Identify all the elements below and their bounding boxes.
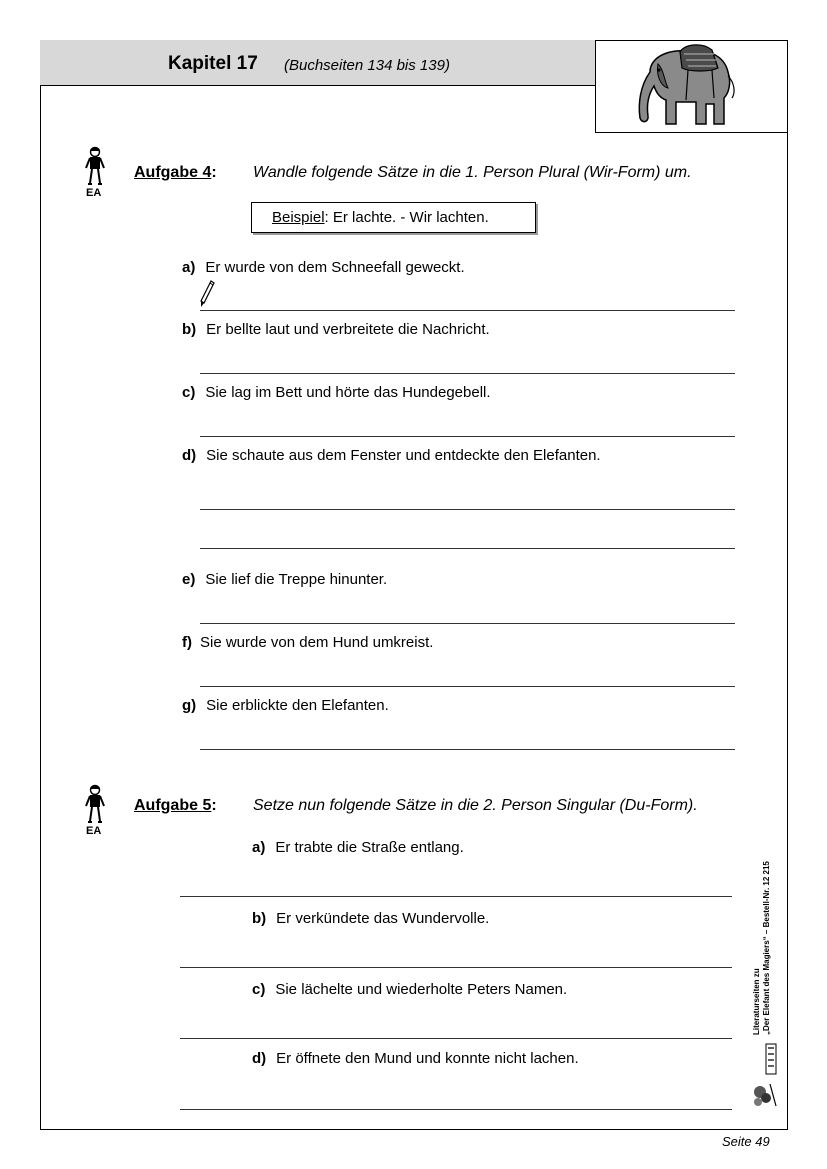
side-line-1: Literaturseiten zu (752, 968, 761, 1035)
item-letter: c) (252, 981, 266, 998)
item-text: Sie schaute aus dem Fenster und entdeckte den Elefanten. (206, 447, 601, 464)
task-5-item-a (252, 839, 464, 856)
task-4-label-text: Aufgabe 4 (134, 164, 212, 181)
example-text: : Er lachte. - Wir lachten. (324, 209, 489, 226)
item-letter: c) (182, 384, 196, 401)
task-4-item-b (182, 321, 490, 338)
item-letter: b) (182, 321, 197, 338)
ea-label: EA (86, 187, 102, 199)
example-box (251, 202, 536, 233)
item-letter: d) (182, 447, 197, 464)
item-text: Er wurde von dem Schneefall geweckt. (205, 259, 465, 276)
task-4-item-g (182, 697, 389, 714)
task-4-instruction: Wandle folgende Sätze in die 1. Person Plural (Wir-Form) um. (253, 164, 692, 181)
item-letter: f) (182, 634, 192, 651)
answer-line[interactable] (200, 373, 735, 374)
answer-line[interactable] (200, 749, 735, 750)
item-text: Sie wurde von dem Hund umkreist. (200, 634, 434, 651)
item-text: Sie lag im Bett und hörte das Hundegebell. (205, 384, 491, 401)
item-text: Sie lief die Treppe hinunter. (205, 571, 388, 588)
item-letter: b) (252, 910, 267, 927)
item-text: Er bellte laut und verbreitete die Nachricht. (206, 321, 490, 338)
task-5-item-b (252, 910, 489, 927)
side-line-2: „Der Elefant des Magiers“ – Bestell-Nr. 12 215 (762, 861, 771, 1035)
task-4-label (134, 164, 217, 182)
answer-line[interactable] (180, 1038, 732, 1039)
task-5-instruction: Setze nun folgende Sätze in die 2. Person Singular (Du-Form). (253, 797, 698, 814)
task-4-item-d (182, 447, 601, 464)
item-text: Sie erblickte den Elefanten. (206, 697, 389, 714)
publisher-logo-icon (752, 1040, 778, 1110)
task-5-label (134, 797, 217, 815)
item-letter: e) (182, 571, 196, 588)
task-5-item-c (252, 981, 567, 998)
task-4-item-a (182, 259, 465, 276)
answer-line[interactable] (200, 436, 735, 437)
task-4-label-colon: : (211, 164, 217, 181)
item-letter: a) (252, 839, 266, 856)
item-text: Sie lächelte und wiederholte Peters Namen. (275, 981, 568, 998)
task-4-item-f (182, 634, 433, 651)
answer-line[interactable] (200, 509, 735, 510)
item-letter: d) (252, 1050, 267, 1067)
ea-label: EA (86, 825, 102, 837)
answer-line[interactable] (180, 896, 732, 897)
person-icon (84, 784, 106, 824)
pencil-icon (199, 280, 215, 308)
answer-line[interactable] (200, 310, 735, 311)
example-label: Beispiel (272, 209, 325, 226)
chapter-pages: (Buchseiten 134 bis 139) (284, 57, 450, 74)
answer-line[interactable] (180, 1109, 732, 1110)
task-4-item-e (182, 571, 387, 588)
answer-line[interactable] (200, 686, 735, 687)
answer-line[interactable] (180, 967, 732, 968)
item-letter: g) (182, 697, 197, 714)
task-5-label-text: Aufgabe 5 (134, 797, 212, 814)
chapter-title: Kapitel 17 (168, 53, 258, 74)
side-publication-info (752, 835, 772, 1035)
task-5-item-d (252, 1050, 579, 1067)
item-text: Er öffnete den Mund und konnte nicht lachen. (276, 1050, 579, 1067)
answer-line[interactable] (200, 623, 735, 624)
page-number: Seite 49 (722, 1134, 770, 1149)
task-4-item-c (182, 384, 491, 401)
item-letter: a) (182, 259, 196, 276)
answer-line[interactable] (200, 548, 735, 549)
item-text: Er trabte die Straße entlang. (275, 839, 464, 856)
elephant-illustration (628, 42, 740, 130)
task-5-label-colon: : (211, 797, 217, 814)
person-icon (84, 146, 106, 186)
item-text: Er verkündete das Wundervolle. (276, 910, 490, 927)
